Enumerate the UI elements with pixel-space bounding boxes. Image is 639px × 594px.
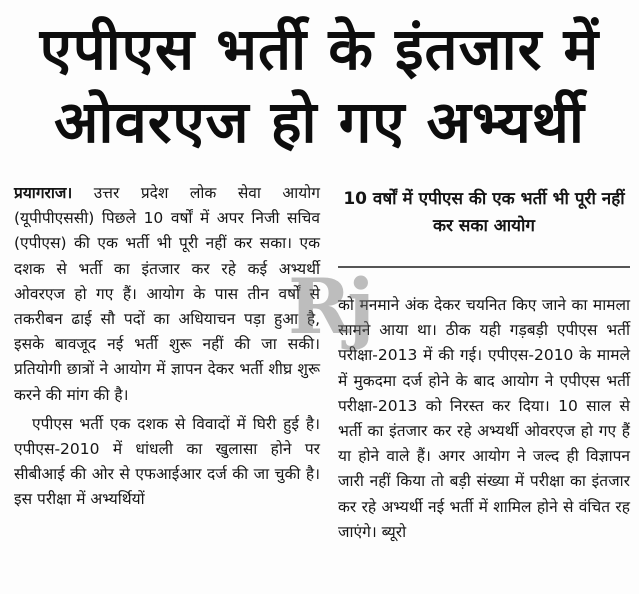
article-column-left (14, 181, 320, 513)
paragraph-1-text: उत्तर प्रदेश लोक सेवा आयोग (यूपीपीएससी) पिछले 10 वर्षों में अपर निजी सचिव (एपीएस) की एक भर्ती भी पूरी नहीं कर सका। एक दशक से भर्ती का इंतजार कर रहे कई अभ्यर्थी ओवरएज हो गए हैं। आयोग के पास तीन वर्षों से तकरीबन ढाई सौ पदों का अधियाचन पड़ा हुआ है, इसके बावजूद नई भर्ती शुरू नहीं की जा सकी। प्रतियोगी छात्रों ने आयोग में ज्ञापन देकर भर्ती शीघ्र शुरू करने की मांग की है। (14, 184, 320, 404)
paragraph-1 (14, 181, 320, 408)
watermark-logo: Rj (288, 262, 371, 351)
article-column-right (338, 293, 630, 545)
subheadline: 10 वर्षों में एपीएस की एक भर्ती भी पूरी नहीं कर सका आयोग (343, 189, 625, 236)
paragraph-3: को मनमाने अंक देकर चयनित किए जाने का मामला सामने आया था। ठीक यही गड़बड़ी एपीएस भर्ती परीक्षा-2013 में की गई। एपीएस-2010 के मामले में मुकदमा दर्ज होने के बाद आयोग ने एपीएस भर्ती परीक्षा-2013 को निरस्त कर दिया। 10 साल से भर्ती का इंतजार कर रहे अभ्यर्थी ओवरएज हो गए हैं या होने वाले हैं। अगर आयोग ने जल्द ही विज्ञापन जारी नहीं किया तो बड़ी संख्या में परीक्षा का इंतजार कर रहे अभ्यर्थी नई भर्ती में शामिल होने से वंचित रह जाएंगे। ब्यूरो (338, 296, 630, 541)
divider-rule (338, 266, 630, 268)
dateline: प्रयागराज। (14, 184, 73, 202)
headline-line-2: ओवरएज हो गए अभ्यर्थी (54, 88, 585, 156)
headline-line-1: एपीएस भर्ती के इंतजार में (39, 15, 600, 83)
paragraph-2: एपीएस भर्ती एक दशक से विवादों में घिरी हुई है। एपीएस-2010 में धांधली का खुलासा होने पर सीबीआई की ओर से एफआईआर दर्ज की जा चुकी है। इस परीक्षा में अभ्यर्थियों (14, 414, 320, 509)
